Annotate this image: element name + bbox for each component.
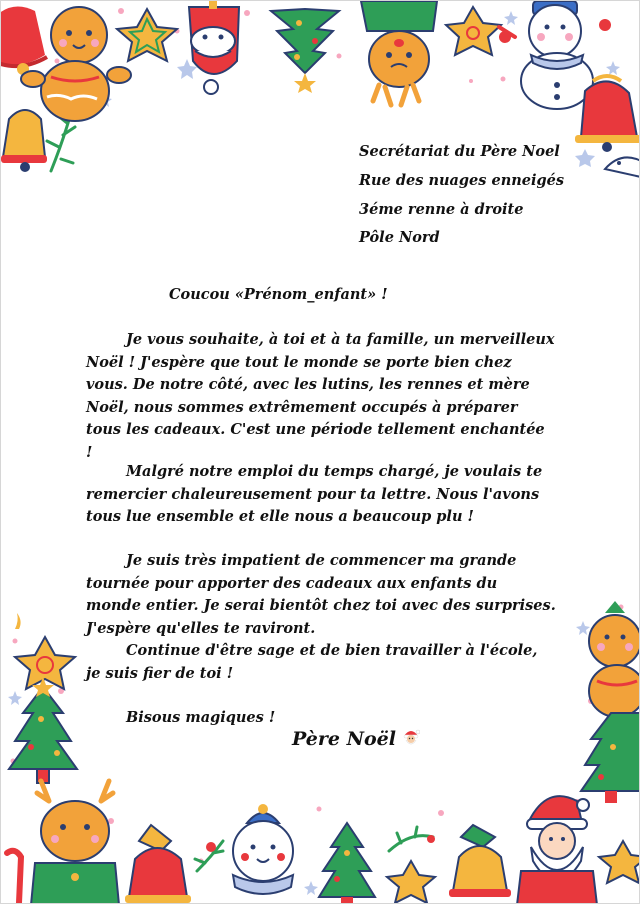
paragraph-1: Je vous souhaite, à toi et à ta famille, un merveilleux Noël ! J'espère que tout le monde se porte bien chez vous. De notre côté, avec les lutins, les rennes et mère Noël, nous sommes extrêmement occupés à préparer tous les cadeaux. C'est une période tellement enchantée ! bbox=[86, 331, 555, 461]
star-cookie-icon bbox=[15, 637, 75, 689]
christmas-tree-icon bbox=[581, 713, 640, 803]
star-cookie-icon bbox=[387, 861, 435, 903]
paragraph-4: Continue d'être sage et de bien travailler à l'école, je suis fier de toi ! bbox=[86, 642, 538, 682]
signature bbox=[292, 726, 420, 753]
paragraph-3: Je suis très impatient de commencer ma grande tournée pour apporter des cadeaux aux enfants du monde entier. Je serai bientôt chez toi avec des surprises. J'espère qu'elles te raviront. bbox=[86, 552, 556, 637]
gold-bell-icon bbox=[1, 110, 47, 172]
gingerbread-icon bbox=[589, 601, 640, 717]
address-line-1: Secrétariat du Père Noel bbox=[359, 143, 560, 160]
gold-bell-icon bbox=[449, 825, 511, 897]
santa-face-icon bbox=[402, 727, 420, 753]
bell-icon bbox=[1, 7, 47, 76]
recipient-address bbox=[359, 138, 619, 253]
candy-cane-icon bbox=[7, 851, 21, 903]
star-cookie-icon bbox=[117, 9, 177, 61]
address-line-3: 3éme renne à droite bbox=[359, 200, 524, 218]
star-cookie-icon bbox=[446, 7, 501, 55]
paragraph-5: Bisous magiques ! bbox=[126, 709, 276, 726]
bell-icon bbox=[125, 825, 191, 903]
reindeer-icon bbox=[361, 1, 437, 105]
address-line-2: Rue des nuages enneigés bbox=[359, 171, 565, 189]
snowman-icon bbox=[233, 804, 293, 894]
address-line-4: Pôle Nord bbox=[359, 229, 440, 247]
signature-text: Père Noël bbox=[292, 728, 396, 750]
paragraph-2: Malgré notre emploi du temps chargé, je voulais te remercier chaleureusement pour ta lettre. Nous l'avons tous lue ensemble et elle nous a beaucoup plu ! bbox=[86, 463, 543, 526]
greeting: Coucou «Prénom_enfant» ! bbox=[169, 286, 388, 303]
mistletoe-icon bbox=[389, 827, 433, 851]
santa-icon bbox=[517, 796, 597, 904]
christmas-tree-icon bbox=[271, 9, 339, 93]
christmas-tree-icon bbox=[9, 677, 77, 783]
santa-icon bbox=[189, 1, 239, 94]
christmas-tree-icon bbox=[319, 823, 375, 904]
star-cookie-icon bbox=[599, 841, 640, 883]
reindeer-icon bbox=[31, 781, 119, 904]
candle-icon bbox=[15, 613, 21, 629]
